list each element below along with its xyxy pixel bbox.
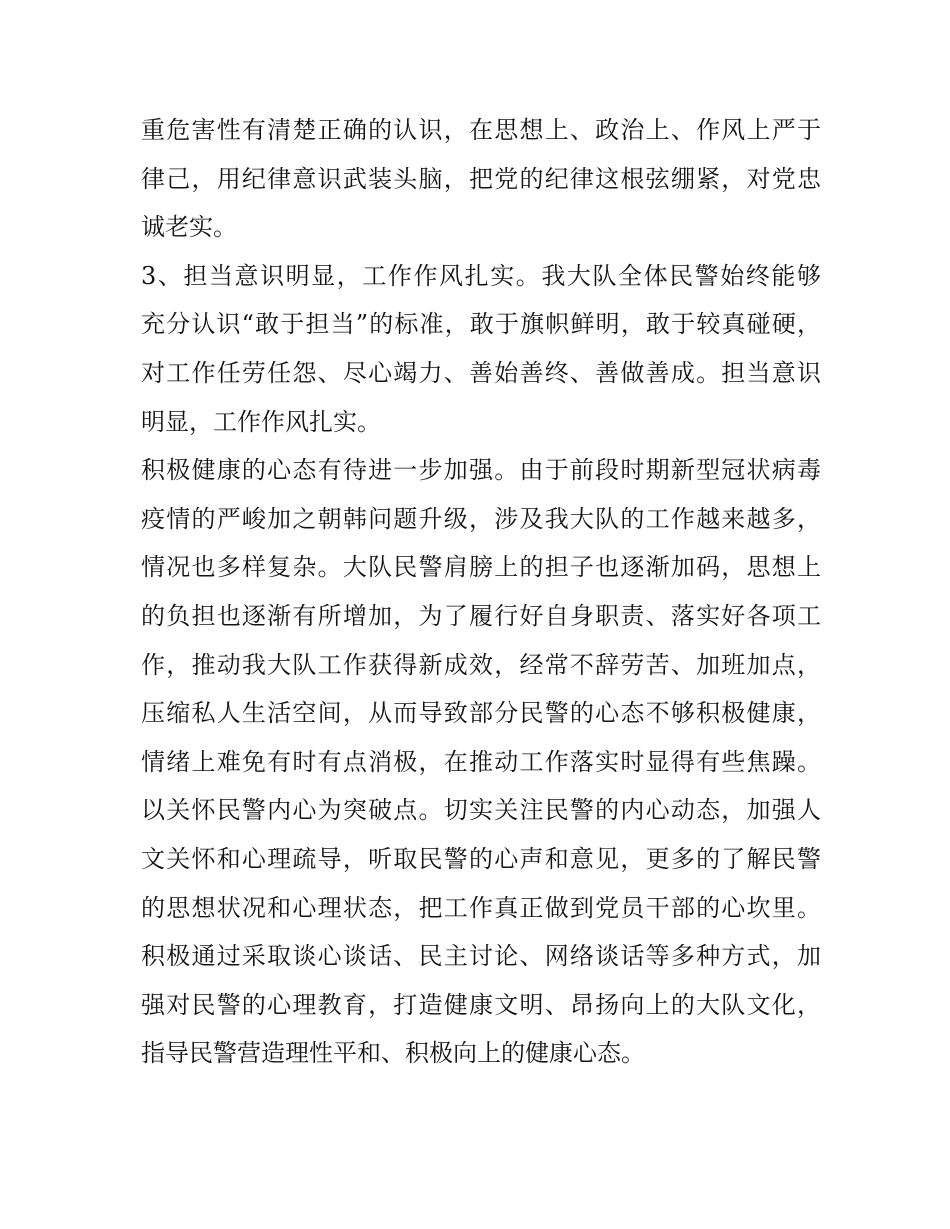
text-line: 充分认识“敢于担当”的标准，敢于旗帜鲜明，敢于较真碰硬， [141,310,821,339]
text-line: 3、担当意识明显，工作作风扎实。我大队全体民警始终能够 [141,261,821,290]
text-line: 作，推动我大队工作获得新成效，经常不辞劳苦、加班加点， [141,650,821,679]
text-line: 以关怀民警内心为突破点。切实关注民警的内心动态，加强人 [141,796,821,825]
text-line: 明显，工作作风扎实。 [141,407,381,436]
text-line: 积极健康的心态有待进一步加强。由于前段时期新型冠状病毒 [141,456,821,485]
text-line: 强对民警的心理教育，打造健康文明、昂扬向上的大队文化， [141,990,821,1019]
text-line: 指导民警营造理性平和、积极向上的健康心态。 [141,1039,645,1068]
text-line: 对工作任劳任怨、尽心竭力、善始善终、善做善成。担当意识 [141,358,821,387]
text-line: 文关怀和心理疏导，听取民警的心声和意见，更多的了解民警 [141,844,821,873]
text-line: 的负担也逐渐有所增加，为了履行好自身职责、落实好各项工 [141,601,821,630]
text-line: 情绪上难免有时有点消极，在推动工作落实时显得有些焦躁。 [141,747,821,776]
text-line: 情况也多样复杂。大队民警肩膀上的担子也逐渐加码，思想上 [141,553,821,582]
document-body [141,106,821,1078]
text-line: 积极通过采取谈心谈话、民主讨论、网络谈话等多种方式，加 [141,942,821,971]
text-line: 律己，用纪律意识武装头脑，把党的纪律这根弦绷紧，对党忠 [141,164,821,193]
text-line: 压缩私人生活空间，从而导致部分民警的心态不够积极健康， [141,699,821,728]
text-line: 的思想状况和心理状态，把工作真正做到党员干部的心坎里。 [141,893,821,922]
text-line: 诚老实。 [141,213,237,242]
text-line: 重危害性有清楚正确的认识，在思想上、政治上、作风上严于 [141,116,821,144]
text-line: 疫情的严峻加之朝韩问题升级，涉及我大队的工作越来越多， [141,504,821,533]
